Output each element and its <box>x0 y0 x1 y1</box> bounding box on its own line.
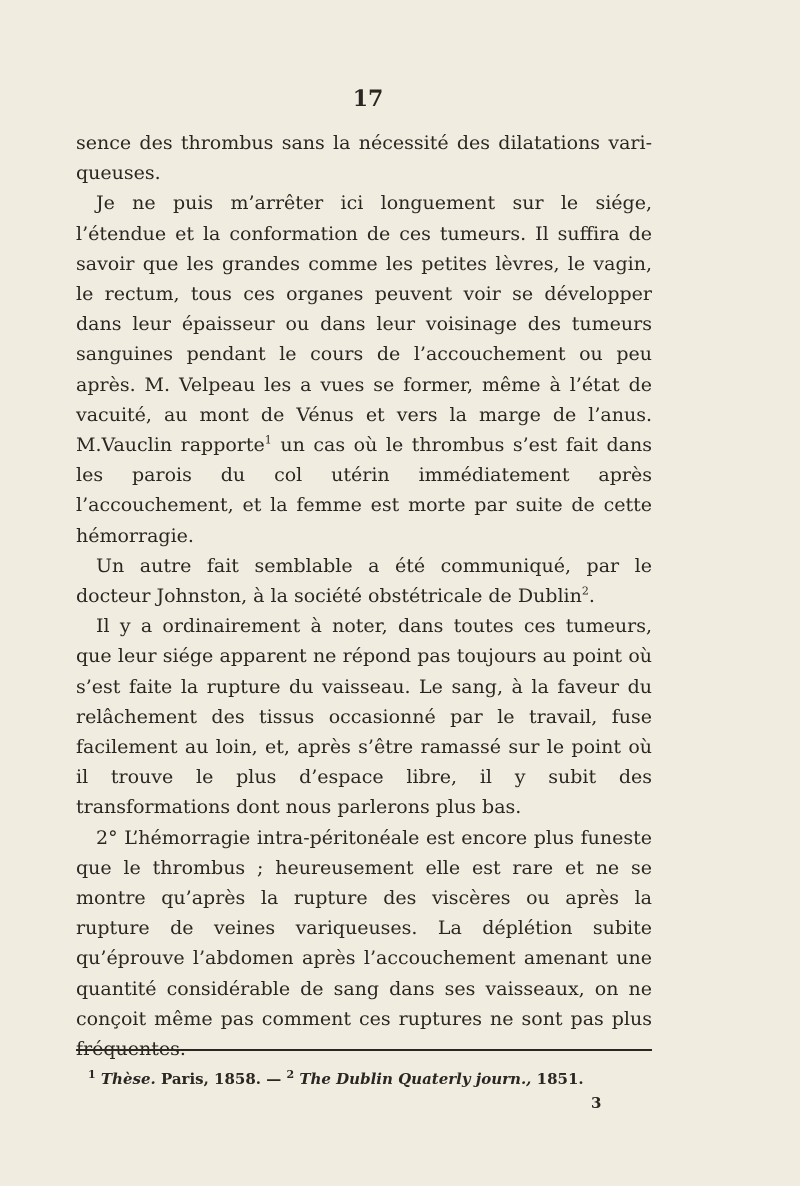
paragraph-5: 2° L’hémorragie intra-péritonéale est encore plus funeste que le thrombus ; heureusement elle est rare et ne se montre qu’après la rupture des viscères ou après la rupture de veines variqueuses. La déplétion subite qu’éprouve l’abdomen après l’accouchement amenant une quantité considérable de sang dans ses vaisseaux, on ne conçoit même pas comment ces ruptures ne sont pas plus fréquentes. <box>76 826 652 1061</box>
paragraph-1: sence des thrombus sans la nécessité des dilatations vari-queuses. <box>76 132 652 185</box>
signature-mark: 3 <box>591 1094 602 1112</box>
footnotes <box>88 1070 648 1088</box>
paragraph-3 <box>76 551 652 611</box>
paragraph-3-text: Un autre fait semblable a été communiqué, par le docteur Johnston, à la société obstétricale de Dublin <box>76 554 652 608</box>
footnote-2-mark: 2 <box>286 1068 295 1081</box>
footnote-1-text: Paris, 1858. — <box>155 1070 287 1088</box>
body-text <box>76 128 652 1064</box>
paragraph-2-text-cont: un cas où le thrombus s’est fait dans les parois du col utérin immédiatement après l’accouchement, et la femme est morte par suite de cette hémorragie. <box>76 434 652 547</box>
paragraph-2-text: Je ne puis m’arrêter ici longuement sur le siége, l’étendue et la conformation de ces tumeurs. Il suffira de savoir que les grandes comme les petites lèvres, le vagin, le rectum, tous ces organes peuvent voir se développer dans leur épaisseur ou dans leur voisinage des tumeurs sanguines pendant le cours de l’accouchement ou peu après. M. Velpeau les a vues se former, même à l’état de vacuité, au mont de Vénus et vers la marge de l’anus. M.Vauclin rapporte <box>76 192 652 457</box>
footnote-ref-1: 1 <box>264 433 272 447</box>
footnote-divider <box>76 1049 652 1051</box>
footnote-1-mark: 1 <box>88 1068 96 1081</box>
footnote-2-title: The Dublin Quaterly journ., <box>299 1070 532 1088</box>
footnote-2-text: 1851. <box>531 1070 584 1088</box>
paragraph-4: Il y a ordinairement à noter, dans toutes ces tumeurs, que leur siége apparent ne répond pas toujours au point où s’est faite la rupture du vaisseau. Le sang, à la faveur du relâchement des tissus occasionné par le travail, fuse facilement au loin, et, après s’être ramassé sur le point où il trouve le plus d’espace libre, il y subit des transformations dont nous parlerons plus bas. <box>76 615 652 819</box>
footnote-1-title: Thèse. <box>100 1070 156 1088</box>
footnote-ref-2: 2 <box>581 584 589 598</box>
paragraph-2 <box>76 188 652 550</box>
paragraph-3-end: . <box>588 585 595 608</box>
page-number: 17 <box>352 86 384 112</box>
